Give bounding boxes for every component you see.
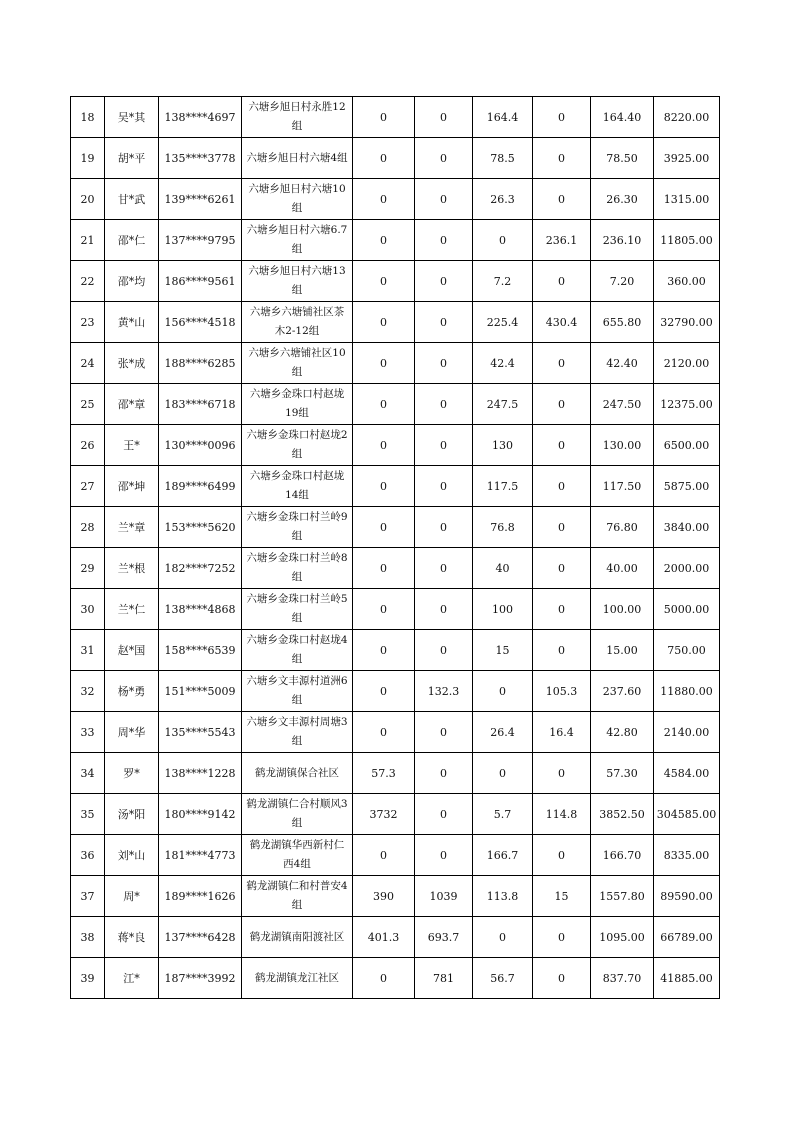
row-number-cell: 38 bbox=[71, 917, 105, 958]
name-cell: 甘*武 bbox=[105, 179, 159, 220]
name-cell: 周*华 bbox=[105, 712, 159, 753]
phone-cell: 188****6285 bbox=[159, 343, 242, 384]
name-cell: 刘*山 bbox=[105, 835, 159, 876]
value-col-3-cell: 76.8 bbox=[473, 507, 533, 548]
address-cell: 六塘乡金珠口村赵垅19组 bbox=[242, 384, 353, 425]
phone-cell: 135****5543 bbox=[159, 712, 242, 753]
address-cell: 六塘乡金珠口村赵垅4组 bbox=[242, 630, 353, 671]
address-cell: 六塘乡金珠口村赵垅2组 bbox=[242, 425, 353, 466]
value-col-2-cell: 0 bbox=[415, 507, 473, 548]
address-cell: 六塘乡文丰源村周塘3组 bbox=[242, 712, 353, 753]
value-col-4-cell: 0 bbox=[533, 138, 591, 179]
row-number-cell: 18 bbox=[71, 97, 105, 138]
value-col-2-cell: 781 bbox=[415, 958, 473, 999]
table-row bbox=[71, 466, 720, 507]
value-col-3-cell: 0 bbox=[473, 917, 533, 958]
value-col-1-cell: 0 bbox=[353, 466, 415, 507]
name-cell: 邵*章 bbox=[105, 384, 159, 425]
value-col-1-cell: 0 bbox=[353, 302, 415, 343]
value-col-2-cell: 0 bbox=[415, 589, 473, 630]
value-col-3-cell: 26.4 bbox=[473, 712, 533, 753]
value-col-2-cell: 0 bbox=[415, 343, 473, 384]
name-cell: 杨*勇 bbox=[105, 671, 159, 712]
value-col-4-cell: 15 bbox=[533, 876, 591, 917]
table-row bbox=[71, 261, 720, 302]
table-row bbox=[71, 548, 720, 589]
table-row bbox=[71, 753, 720, 794]
value-col-4-cell: 430.4 bbox=[533, 302, 591, 343]
value-col-1-cell: 3732 bbox=[353, 794, 415, 835]
table-row bbox=[71, 917, 720, 958]
phone-cell: 182****7252 bbox=[159, 548, 242, 589]
value-col-3-cell: 7.2 bbox=[473, 261, 533, 302]
value-col-4-cell: 114.8 bbox=[533, 794, 591, 835]
value-col-2-cell: 0 bbox=[415, 220, 473, 261]
value-col-4-cell: 0 bbox=[533, 630, 591, 671]
value-col-2-cell: 0 bbox=[415, 835, 473, 876]
value-col-4-cell: 0 bbox=[533, 753, 591, 794]
value-col-3-cell: 130 bbox=[473, 425, 533, 466]
value-col-1-cell: 0 bbox=[353, 138, 415, 179]
value-col-2-cell: 0 bbox=[415, 302, 473, 343]
name-cell: 兰*仁 bbox=[105, 589, 159, 630]
amount-cell: 1315.00 bbox=[654, 179, 720, 220]
value-col-2-cell: 0 bbox=[415, 466, 473, 507]
address-cell: 鹤龙湖镇龙江社区 bbox=[242, 958, 353, 999]
total-cell: 166.70 bbox=[591, 835, 654, 876]
value-col-4-cell: 0 bbox=[533, 507, 591, 548]
table-row bbox=[71, 712, 720, 753]
total-cell: 237.60 bbox=[591, 671, 654, 712]
value-col-4-cell: 0 bbox=[533, 261, 591, 302]
amount-cell: 3925.00 bbox=[654, 138, 720, 179]
value-col-3-cell: 26.3 bbox=[473, 179, 533, 220]
table-row bbox=[71, 876, 720, 917]
row-number-cell: 29 bbox=[71, 548, 105, 589]
table-row bbox=[71, 302, 720, 343]
value-col-4-cell: 16.4 bbox=[533, 712, 591, 753]
row-number-cell: 28 bbox=[71, 507, 105, 548]
value-col-4-cell: 0 bbox=[533, 548, 591, 589]
total-cell: 15.00 bbox=[591, 630, 654, 671]
value-col-2-cell: 132.3 bbox=[415, 671, 473, 712]
amount-cell: 11880.00 bbox=[654, 671, 720, 712]
address-cell: 鹤龙湖镇华西新村仁西4组 bbox=[242, 835, 353, 876]
amount-cell: 89590.00 bbox=[654, 876, 720, 917]
row-number-cell: 36 bbox=[71, 835, 105, 876]
address-cell: 六塘乡六塘铺社区10组 bbox=[242, 343, 353, 384]
amount-cell: 11805.00 bbox=[654, 220, 720, 261]
value-col-2-cell: 0 bbox=[415, 712, 473, 753]
value-col-2-cell: 0 bbox=[415, 138, 473, 179]
name-cell: 江* bbox=[105, 958, 159, 999]
name-cell: 王* bbox=[105, 425, 159, 466]
value-col-1-cell: 0 bbox=[353, 671, 415, 712]
address-cell: 六塘乡旭日村六塘6.7组 bbox=[242, 220, 353, 261]
value-col-4-cell: 0 bbox=[533, 589, 591, 630]
value-col-1-cell: 0 bbox=[353, 630, 415, 671]
value-col-1-cell: 57.3 bbox=[353, 753, 415, 794]
address-cell: 六塘乡旭日村六塘13组 bbox=[242, 261, 353, 302]
amount-cell: 41885.00 bbox=[654, 958, 720, 999]
value-col-1-cell: 390 bbox=[353, 876, 415, 917]
total-cell: 655.80 bbox=[591, 302, 654, 343]
address-cell: 六塘乡旭日村六塘4组 bbox=[242, 138, 353, 179]
table-row bbox=[71, 630, 720, 671]
value-col-3-cell: 100 bbox=[473, 589, 533, 630]
phone-cell: 130****0096 bbox=[159, 425, 242, 466]
row-number-cell: 21 bbox=[71, 220, 105, 261]
row-number-cell: 27 bbox=[71, 466, 105, 507]
phone-cell: 135****3778 bbox=[159, 138, 242, 179]
amount-cell: 3840.00 bbox=[654, 507, 720, 548]
amount-cell: 5875.00 bbox=[654, 466, 720, 507]
name-cell: 汤*阳 bbox=[105, 794, 159, 835]
value-col-4-cell: 236.1 bbox=[533, 220, 591, 261]
amount-cell: 2120.00 bbox=[654, 343, 720, 384]
value-col-4-cell: 0 bbox=[533, 835, 591, 876]
row-number-cell: 22 bbox=[71, 261, 105, 302]
value-col-1-cell: 0 bbox=[353, 712, 415, 753]
value-col-1-cell: 0 bbox=[353, 343, 415, 384]
phone-cell: 156****4518 bbox=[159, 302, 242, 343]
total-cell: 78.50 bbox=[591, 138, 654, 179]
phone-cell: 158****6539 bbox=[159, 630, 242, 671]
row-number-cell: 33 bbox=[71, 712, 105, 753]
value-col-4-cell: 0 bbox=[533, 179, 591, 220]
amount-cell: 750.00 bbox=[654, 630, 720, 671]
value-col-3-cell: 113.8 bbox=[473, 876, 533, 917]
address-cell: 六塘乡金珠口村兰岭9组 bbox=[242, 507, 353, 548]
phone-cell: 138****1228 bbox=[159, 753, 242, 794]
value-col-1-cell: 0 bbox=[353, 384, 415, 425]
value-col-2-cell: 0 bbox=[415, 179, 473, 220]
value-col-2-cell: 0 bbox=[415, 630, 473, 671]
total-cell: 1557.80 bbox=[591, 876, 654, 917]
value-col-3-cell: 0 bbox=[473, 220, 533, 261]
name-cell: 邵*坤 bbox=[105, 466, 159, 507]
address-cell: 鹤龙湖镇仁和村普安4组 bbox=[242, 876, 353, 917]
value-col-3-cell: 117.5 bbox=[473, 466, 533, 507]
value-col-3-cell: 247.5 bbox=[473, 384, 533, 425]
value-col-1-cell: 0 bbox=[353, 97, 415, 138]
value-col-4-cell: 0 bbox=[533, 384, 591, 425]
amount-cell: 32790.00 bbox=[654, 302, 720, 343]
row-number-cell: 31 bbox=[71, 630, 105, 671]
address-cell: 六塘乡文丰源村道洲6组 bbox=[242, 671, 353, 712]
value-col-2-cell: 0 bbox=[415, 425, 473, 466]
total-cell: 3852.50 bbox=[591, 794, 654, 835]
row-number-cell: 34 bbox=[71, 753, 105, 794]
name-cell: 蒋*良 bbox=[105, 917, 159, 958]
value-col-1-cell: 401.3 bbox=[353, 917, 415, 958]
name-cell: 周* bbox=[105, 876, 159, 917]
table-row bbox=[71, 835, 720, 876]
value-col-1-cell: 0 bbox=[353, 425, 415, 466]
row-number-cell: 35 bbox=[71, 794, 105, 835]
address-cell: 六塘乡六塘铺社区茶木2-12组 bbox=[242, 302, 353, 343]
phone-cell: 138****4697 bbox=[159, 97, 242, 138]
phone-cell: 180****9142 bbox=[159, 794, 242, 835]
row-number-cell: 24 bbox=[71, 343, 105, 384]
value-col-1-cell: 0 bbox=[353, 835, 415, 876]
row-number-cell: 26 bbox=[71, 425, 105, 466]
table-row bbox=[71, 138, 720, 179]
name-cell: 邵*均 bbox=[105, 261, 159, 302]
row-number-cell: 19 bbox=[71, 138, 105, 179]
value-col-1-cell: 0 bbox=[353, 179, 415, 220]
value-col-2-cell: 0 bbox=[415, 384, 473, 425]
name-cell: 兰*章 bbox=[105, 507, 159, 548]
table-row bbox=[71, 97, 720, 138]
value-col-3-cell: 0 bbox=[473, 753, 533, 794]
amount-cell: 6500.00 bbox=[654, 425, 720, 466]
value-col-3-cell: 164.4 bbox=[473, 97, 533, 138]
amount-cell: 4584.00 bbox=[654, 753, 720, 794]
table-row bbox=[71, 589, 720, 630]
total-cell: 837.70 bbox=[591, 958, 654, 999]
value-col-2-cell: 0 bbox=[415, 753, 473, 794]
value-col-4-cell: 0 bbox=[533, 425, 591, 466]
value-col-3-cell: 40 bbox=[473, 548, 533, 589]
total-cell: 117.50 bbox=[591, 466, 654, 507]
address-cell: 鹤龙湖镇保合社区 bbox=[242, 753, 353, 794]
value-col-2-cell: 0 bbox=[415, 261, 473, 302]
value-col-2-cell: 0 bbox=[415, 794, 473, 835]
phone-cell: 138****4868 bbox=[159, 589, 242, 630]
value-col-3-cell: 78.5 bbox=[473, 138, 533, 179]
value-col-3-cell: 166.7 bbox=[473, 835, 533, 876]
value-col-4-cell: 0 bbox=[533, 917, 591, 958]
row-number-cell: 23 bbox=[71, 302, 105, 343]
amount-cell: 2140.00 bbox=[654, 712, 720, 753]
value-col-1-cell: 0 bbox=[353, 958, 415, 999]
value-col-1-cell: 0 bbox=[353, 220, 415, 261]
address-cell: 六塘乡金珠口村兰岭5组 bbox=[242, 589, 353, 630]
phone-cell: 181****4773 bbox=[159, 835, 242, 876]
phone-cell: 186****9561 bbox=[159, 261, 242, 302]
table-row bbox=[71, 958, 720, 999]
address-cell: 六塘乡金珠口村兰岭8组 bbox=[242, 548, 353, 589]
value-col-4-cell: 0 bbox=[533, 343, 591, 384]
name-cell: 兰*根 bbox=[105, 548, 159, 589]
amount-cell: 66789.00 bbox=[654, 917, 720, 958]
table-body bbox=[71, 97, 720, 999]
table-row bbox=[71, 507, 720, 548]
value-col-2-cell: 693.7 bbox=[415, 917, 473, 958]
value-col-4-cell: 0 bbox=[533, 97, 591, 138]
total-cell: 42.40 bbox=[591, 343, 654, 384]
value-col-1-cell: 0 bbox=[353, 589, 415, 630]
address-cell: 鹤龙湖镇仁合村顺风3组 bbox=[242, 794, 353, 835]
total-cell: 130.00 bbox=[591, 425, 654, 466]
name-cell: 罗* bbox=[105, 753, 159, 794]
amount-cell: 12375.00 bbox=[654, 384, 720, 425]
address-cell: 六塘乡金珠口村赵垅14组 bbox=[242, 466, 353, 507]
total-cell: 40.00 bbox=[591, 548, 654, 589]
row-number-cell: 20 bbox=[71, 179, 105, 220]
value-col-3-cell: 56.7 bbox=[473, 958, 533, 999]
value-col-3-cell: 0 bbox=[473, 671, 533, 712]
value-col-3-cell: 42.4 bbox=[473, 343, 533, 384]
total-cell: 100.00 bbox=[591, 589, 654, 630]
value-col-2-cell: 0 bbox=[415, 97, 473, 138]
table-row bbox=[71, 671, 720, 712]
total-cell: 42.80 bbox=[591, 712, 654, 753]
total-cell: 247.50 bbox=[591, 384, 654, 425]
amount-cell: 304585.00 bbox=[654, 794, 720, 835]
value-col-2-cell: 0 bbox=[415, 548, 473, 589]
table-row bbox=[71, 384, 720, 425]
phone-cell: 187****3992 bbox=[159, 958, 242, 999]
table-row bbox=[71, 425, 720, 466]
total-cell: 236.10 bbox=[591, 220, 654, 261]
row-number-cell: 32 bbox=[71, 671, 105, 712]
value-col-1-cell: 0 bbox=[353, 261, 415, 302]
total-cell: 57.30 bbox=[591, 753, 654, 794]
name-cell: 胡*平 bbox=[105, 138, 159, 179]
amount-cell: 5000.00 bbox=[654, 589, 720, 630]
amount-cell: 8220.00 bbox=[654, 97, 720, 138]
name-cell: 张*成 bbox=[105, 343, 159, 384]
value-col-2-cell: 1039 bbox=[415, 876, 473, 917]
address-cell: 鹤龙湖镇南阳渡社区 bbox=[242, 917, 353, 958]
phone-cell: 137****6428 bbox=[159, 917, 242, 958]
total-cell: 26.30 bbox=[591, 179, 654, 220]
table-row bbox=[71, 794, 720, 835]
phone-cell: 189****1626 bbox=[159, 876, 242, 917]
total-cell: 7.20 bbox=[591, 261, 654, 302]
phone-cell: 189****6499 bbox=[159, 466, 242, 507]
phone-cell: 183****6718 bbox=[159, 384, 242, 425]
phone-cell: 139****6261 bbox=[159, 179, 242, 220]
value-col-1-cell: 0 bbox=[353, 548, 415, 589]
address-cell: 六塘乡旭日村六塘10组 bbox=[242, 179, 353, 220]
amount-cell: 8335.00 bbox=[654, 835, 720, 876]
value-col-1-cell: 0 bbox=[353, 507, 415, 548]
table-row bbox=[71, 343, 720, 384]
total-cell: 76.80 bbox=[591, 507, 654, 548]
table-row bbox=[71, 220, 720, 261]
name-cell: 黄*山 bbox=[105, 302, 159, 343]
table-row bbox=[71, 179, 720, 220]
value-col-3-cell: 225.4 bbox=[473, 302, 533, 343]
address-cell: 六塘乡旭日村永胜12组 bbox=[242, 97, 353, 138]
row-number-cell: 30 bbox=[71, 589, 105, 630]
phone-cell: 137****9795 bbox=[159, 220, 242, 261]
name-cell: 赵*国 bbox=[105, 630, 159, 671]
amount-cell: 2000.00 bbox=[654, 548, 720, 589]
total-cell: 164.40 bbox=[591, 97, 654, 138]
name-cell: 吴*其 bbox=[105, 97, 159, 138]
row-number-cell: 37 bbox=[71, 876, 105, 917]
phone-cell: 153****5620 bbox=[159, 507, 242, 548]
total-cell: 1095.00 bbox=[591, 917, 654, 958]
phone-cell: 151****5009 bbox=[159, 671, 242, 712]
value-col-4-cell: 0 bbox=[533, 958, 591, 999]
value-col-4-cell: 105.3 bbox=[533, 671, 591, 712]
value-col-3-cell: 5.7 bbox=[473, 794, 533, 835]
value-col-3-cell: 15 bbox=[473, 630, 533, 671]
amount-cell: 360.00 bbox=[654, 261, 720, 302]
name-cell: 邵*仁 bbox=[105, 220, 159, 261]
value-col-4-cell: 0 bbox=[533, 466, 591, 507]
row-number-cell: 39 bbox=[71, 958, 105, 999]
row-number-cell: 25 bbox=[71, 384, 105, 425]
subsidy-table bbox=[70, 96, 720, 999]
